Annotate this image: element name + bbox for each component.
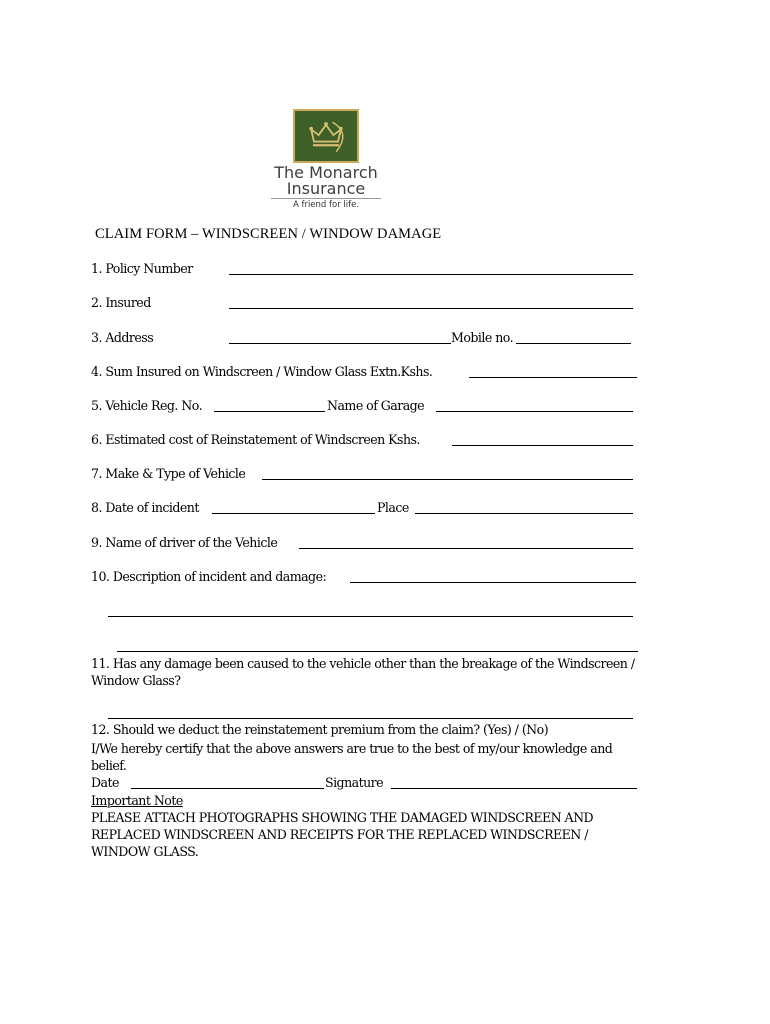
other-damage-question-line1: 11. Has any damage been caused to the vehicle other than the breakage of the Windscreen / (91, 656, 635, 671)
incident-date-label: 8. Date of incident (91, 500, 199, 515)
incident-description-label: 10. Description of incident and damage: (91, 569, 327, 584)
signature-field[interactable] (391, 788, 637, 789)
place-field[interactable] (415, 513, 633, 514)
estimated-cost-label: 6. Estimated cost of Reinstatement of Windscreen Kshs. (91, 432, 420, 447)
policy-number-field[interactable] (229, 274, 633, 275)
incident-description-field-2[interactable] (108, 616, 633, 617)
incident-date-field[interactable] (212, 513, 375, 514)
address-label: 3. Address (91, 330, 154, 345)
policy-number-label: 1. Policy Number (91, 261, 193, 276)
estimated-cost-field[interactable] (452, 445, 633, 446)
company-name-line2: Insurance (286, 179, 366, 198)
garage-field[interactable] (436, 411, 633, 412)
logo-divider (271, 198, 381, 199)
important-note-line2: REPLACED WINDSCREEN AND RECEIPTS FOR THE REPLACED WINDSCREEN / (91, 827, 588, 842)
insured-field[interactable] (229, 308, 633, 309)
other-damage-answer-field[interactable] (108, 718, 633, 719)
insured-label: 2. Insured (91, 295, 151, 310)
certification-line1: I/We hereby certify that the above answers are true to the best of my/our knowledge and (91, 741, 613, 756)
driver-name-field[interactable] (299, 548, 633, 549)
deduct-premium-question: 12. Should we deduct the reinstatement premium from the claim? (Yes) / (No) (91, 722, 549, 737)
date-label: Date (91, 775, 119, 790)
other-damage-question (91, 655, 635, 689)
driver-name-label: 9. Name of driver of the Vehicle (91, 535, 278, 550)
company-logo-emblem (293, 109, 359, 163)
other-damage-question-line2: Window Glass? (91, 673, 181, 688)
certification-line2: belief. (91, 758, 127, 773)
vehicle-reg-field[interactable] (214, 411, 325, 412)
company-name (255, 165, 397, 197)
crown-icon (295, 111, 357, 161)
incident-description-field-1[interactable] (350, 582, 636, 583)
vehicle-make-label: 7. Make & Type of Vehicle (91, 466, 246, 481)
place-label: Place (377, 500, 409, 515)
mobile-field[interactable] (516, 343, 631, 344)
incident-description-field-3[interactable] (117, 651, 638, 652)
important-note-heading: Important Note (91, 793, 183, 808)
sum-insured-label: 4. Sum Insured on Windscreen / Window Glass Extn.Kshs. (91, 364, 433, 379)
form-title: CLAIM FORM – WINDSCREEN / WINDOW DAMAGE (95, 226, 442, 242)
address-field[interactable] (229, 343, 451, 344)
vehicle-make-field[interactable] (262, 479, 633, 480)
date-field[interactable] (131, 788, 324, 789)
signature-label: Signature (325, 775, 384, 790)
company-tagline: A friend for life. (292, 200, 360, 210)
important-note-body (91, 809, 593, 860)
vehicle-reg-label: 5. Vehicle Reg. No. (91, 398, 203, 413)
important-note-line1: PLEASE ATTACH PHOTOGRAPHS SHOWING THE DAMAGED WINDSCREEN AND (91, 810, 594, 825)
garage-label: Name of Garage (327, 398, 425, 413)
mobile-label: Mobile no. (451, 330, 514, 345)
sum-insured-field[interactable] (469, 377, 637, 378)
company-name-line1: The Monarch (274, 163, 378, 182)
certification-statement (91, 740, 612, 774)
important-note-line3: WINDOW GLASS. (91, 844, 199, 859)
